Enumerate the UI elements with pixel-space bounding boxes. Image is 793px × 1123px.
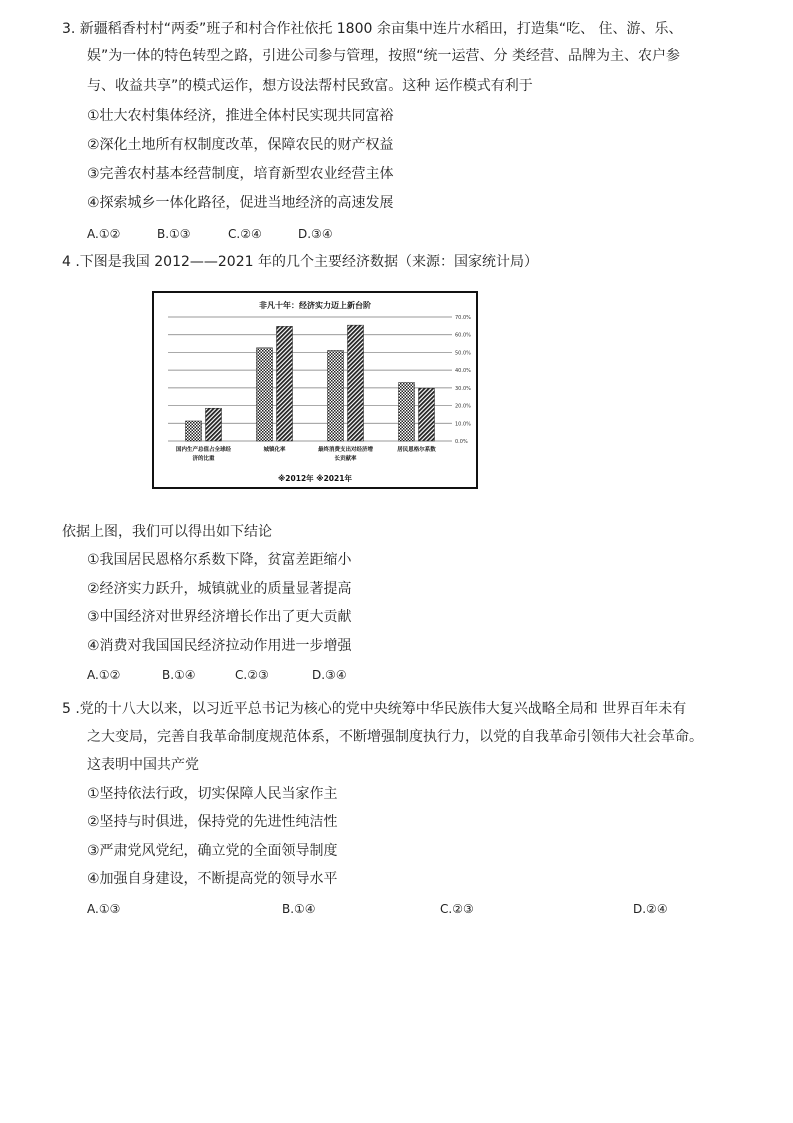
q5-stem-line2: 之大变局，完善自我革命制度规范体系，不断增强制度执行力，以党的自我革命引领伟大社会革命。 xyxy=(87,729,703,745)
x-category-label: 居民恩格尔系数 xyxy=(397,447,436,453)
chart-svg xyxy=(154,293,476,487)
q4-stem-line1: 4 .下图是我国 2012——2021 年的几个主要经济数据（来源：国家统计局） xyxy=(62,254,538,270)
bar-2012年-2 xyxy=(328,350,344,441)
q3-stem-line2: 娱”为一体的特色转型之路，引进公司参与管理，按照“统一运营、分 类经营、品牌为主、农户参 xyxy=(87,48,680,64)
y-tick-label: 70.0% xyxy=(455,315,471,321)
q3-choice-a[interactable]: A.①② xyxy=(87,227,121,241)
q3-stem-line1: 3. 新疆稻香村村“两委”班子和村合作社依托 1800 余亩集中连片水稻田，打造集“吃、 住、游、乐、 xyxy=(62,21,683,37)
y-tick-label: 30.0% xyxy=(455,385,471,392)
q5-choice-b[interactable]: B.①④ xyxy=(282,902,316,916)
q5-option-4: ④加强自身建设，不断提高党的领导水平 xyxy=(87,871,338,887)
q3-choice-c[interactable]: C.②④ xyxy=(228,227,262,241)
q5-choice-d[interactable]: D.②④ xyxy=(633,902,668,916)
bar-2012年-1 xyxy=(257,348,273,441)
y-tick-label: 40.0% xyxy=(455,368,471,375)
q3-option-1: ①壮大农村集体经济，推进全体村民实现共同富裕 xyxy=(87,108,394,124)
q5-stem-line3: 这表明中国共产党 xyxy=(87,757,199,773)
y-tick-label: 60.0% xyxy=(455,332,471,339)
y-tick-label: 0.0% xyxy=(455,439,468,445)
chart-legend: ※2012年 ※2021年 xyxy=(278,474,352,483)
chart-title: 非凡十年：经济实力迈上新台阶 xyxy=(259,301,371,310)
q3-option-3: ③完善农村基本经营制度，培育新型农业经营主体 xyxy=(87,166,394,182)
q3-stem-line3: 与、收益共享”的模式运作，想方设法帮村民致富。这种 运作模式有利于 xyxy=(87,78,533,94)
bar-2021年-0 xyxy=(206,408,222,441)
q5-choice-c[interactable]: C.②③ xyxy=(440,902,474,916)
q4-choice-d[interactable]: D.③④ xyxy=(312,668,347,682)
q4-option-2: ②经济实力跃升，城镇就业的质量显著提高 xyxy=(87,581,352,597)
x-category-label: 长贡献率 xyxy=(334,456,357,462)
bar-2021年-1 xyxy=(277,326,293,441)
bar-2012年-3 xyxy=(399,383,415,441)
q5-option-2: ②坚持与时俱进，保持党的先进性纯洁性 xyxy=(87,814,338,830)
q5-stem-line1: 5 .党的十八大以来，以习近平总书记为核心的党中央统筹中华民族伟大复兴战略全局和 世界百年未有 xyxy=(62,701,687,717)
q5-option-1: ①坚持依法行政，切实保障人民当家作主 xyxy=(87,786,338,802)
q3-choice-b[interactable]: B.①③ xyxy=(157,227,191,241)
q4-choice-b[interactable]: B.①④ xyxy=(162,668,196,682)
q5-option-3: ③严肃党风党纪，确立党的全面领导制度 xyxy=(87,843,338,859)
q3-option-4: ④探索城乡一体化路径，促进当地经济的高速发展 xyxy=(87,195,394,211)
y-tick-label: 50.0% xyxy=(455,350,471,357)
x-category-label: 济的比重 xyxy=(192,456,215,462)
q3-choice-d[interactable]: D.③④ xyxy=(298,227,333,241)
q4-conclusion-intro: 依据上图，我们可以得出如下结论 xyxy=(62,524,272,540)
x-category-label: 最终消费支出对经济增 xyxy=(317,447,374,453)
y-tick-label: 20.0% xyxy=(455,403,471,410)
q4-choice-c[interactable]: C.②③ xyxy=(235,668,269,682)
y-tick-label: 10.0% xyxy=(455,421,471,428)
bar-2021年-3 xyxy=(419,388,435,441)
bar-2021年-2 xyxy=(348,325,364,441)
x-category-label: 城镇化率 xyxy=(263,447,286,453)
economic-data-chart xyxy=(152,291,478,489)
q4-choice-a[interactable]: A.①② xyxy=(87,668,121,682)
bar-2012年-0 xyxy=(186,421,202,441)
q5-choice-a[interactable]: A.①③ xyxy=(87,902,121,916)
q3-option-2: ②深化土地所有权制度改革，保障农民的财产权益 xyxy=(87,137,394,153)
q4-option-4: ④消费对我国国民经济拉动作用进一步增强 xyxy=(87,638,352,654)
q4-option-3: ③中国经济对世界经济增长作出了更大贡献 xyxy=(87,609,352,625)
q4-option-1: ①我国居民恩格尔系数下降，贫富差距缩小 xyxy=(87,552,352,568)
x-category-label: 国内生产总值占全球经 xyxy=(175,447,232,453)
